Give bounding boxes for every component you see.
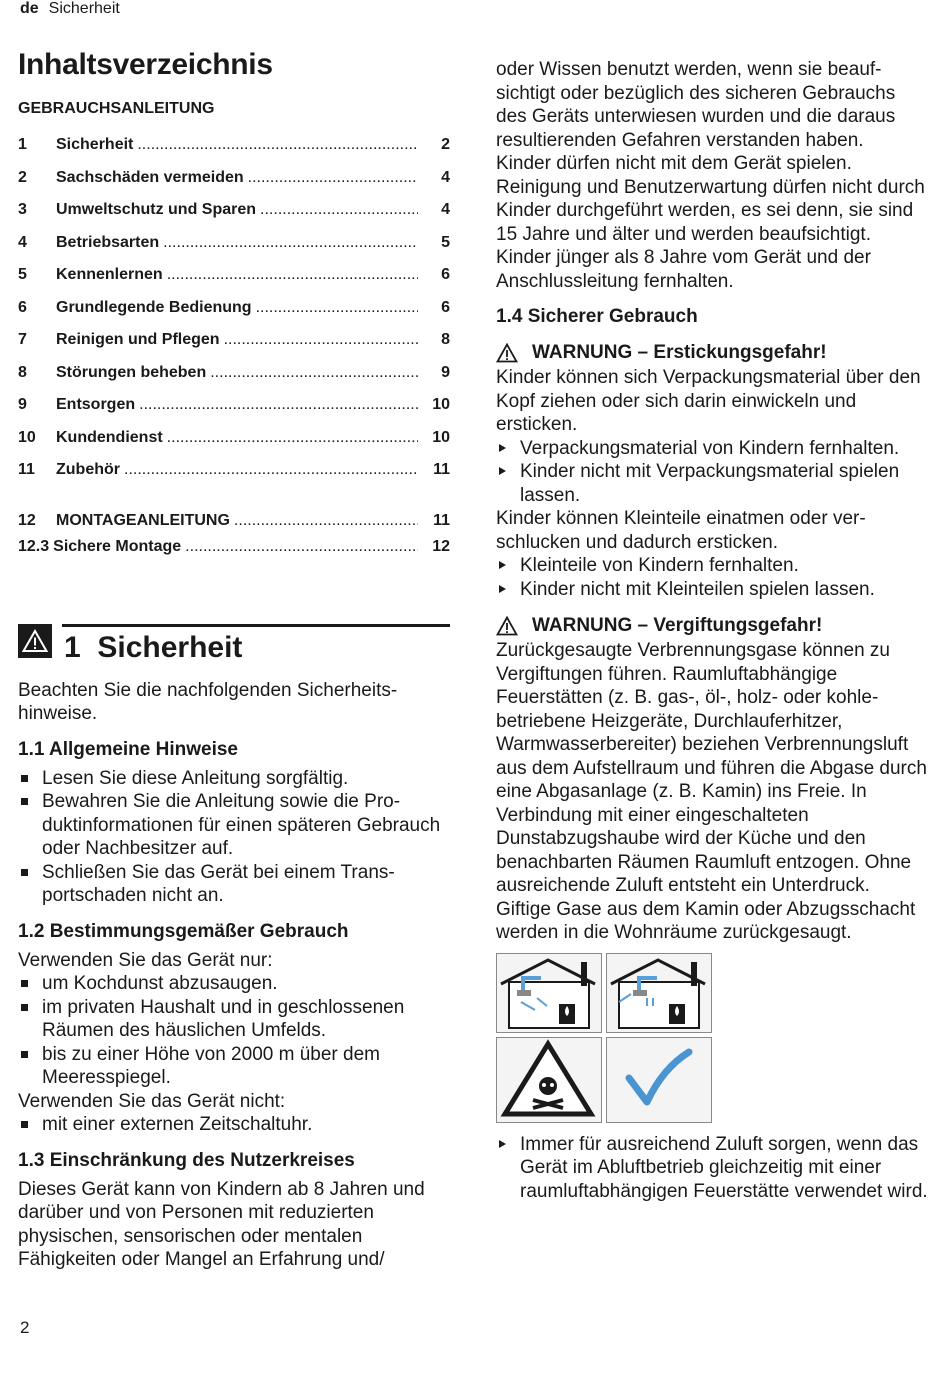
toc-list [18, 136, 450, 564]
toc-entry-number: 1 [18, 136, 27, 153]
toc-leader-dots [185, 538, 418, 556]
toc-leader-dots [260, 201, 418, 219]
toc-entry-page: 9 [441, 363, 450, 381]
language-code: de [20, 0, 39, 17]
toc-entry-page: 12 [432, 537, 450, 555]
warning-paragraph: Kinder können Kleinteile einatmen oder verschlucken und dadurch ersticken. [496, 508, 866, 553]
list-item: Verpackungsmaterial von Kindern fernhalten. [496, 437, 928, 461]
toc-entry-page: 10 [432, 428, 450, 446]
list-item: um Kochdunst abzusaugen. [18, 972, 450, 996]
toc-entry-number: 10 [18, 428, 36, 446]
toc-entry-title: Störungen beheben [56, 363, 207, 381]
list-item: bis zu einer Höhe von 2000 m über dem Meeresspiegel. [18, 1043, 450, 1090]
toc-entry[interactable] [18, 331, 450, 364]
warning-action-list [496, 437, 928, 508]
section-1-3-paragraph-1: Dieses Gerät kann von Kindern ab 8 Jahren und darüber und von Personen mit reduzierten physischen, sensorischen oder mentalen Fähigkeiten oder Mangel an Erfahrung und/ [18, 1178, 425, 1270]
list-item: im privaten Haushalt und in geschlossenen Räumen des häuslichen Umfelds. [18, 996, 450, 1043]
toc-leader-dots [137, 136, 418, 154]
section-1-1-title: 1.1 Allgemeine Hinweise [18, 738, 238, 760]
toc-leader-dots [167, 429, 418, 447]
list-item: Schließen Sie das Gerät bei einem Transportschaden nicht an. [18, 861, 450, 908]
toc-entry-title: Kundendienst [56, 428, 163, 446]
chapter-heading [62, 624, 450, 665]
list-item: Kleinteile von Kindern fernhalten. [496, 554, 928, 578]
toc-leader-dots [248, 169, 418, 187]
list-item: Lesen Sie diese Anleitung sorgfältig. [18, 767, 450, 791]
chapter-title-text: Sicherheit [97, 630, 243, 664]
right-column [496, 58, 928, 1203]
warning-action-list [496, 1133, 928, 1204]
section-1-4-title: 1.4 Sicherer Gebrauch [496, 306, 698, 327]
toc-entry-number: 3 [18, 201, 27, 218]
warning-action-list [496, 554, 928, 601]
toc-leader-dots [163, 234, 418, 252]
chapter-intro: Beachten Sie die nachfolgenden Sicherheitshinweise. [18, 679, 398, 724]
toc-leader-dots [234, 512, 418, 530]
toc-entry[interactable] [18, 461, 450, 494]
section-1-3-title: 1.3 Einschränkung des Nutzerkreises [18, 1149, 355, 1171]
warning-title: WARNUNG – Vergiftungsgefahr! [532, 615, 823, 636]
section-1-2-title: 1.2 Bestimmungsgemäßer Gebrauch [18, 920, 349, 942]
toc-entry[interactable] [18, 364, 450, 397]
toc-section-label: GEBRAUCHSANLEITUNG [18, 100, 215, 117]
toc-entry-title: Sichere Montage [53, 537, 182, 555]
house-exhaust-without-air-supply-illustration [496, 953, 602, 1033]
warning-triangle-icon [496, 616, 518, 636]
toc-entry-page: 11 [433, 511, 450, 529]
toc-entry-title: Kennenlernen [56, 266, 163, 283]
toc-leader-dots [256, 299, 418, 317]
section-1-2-lead-2: Verwenden Sie das Gerät nicht: [18, 1090, 286, 1112]
toc-leader-dots [224, 331, 418, 349]
toc-entry-page: 8 [441, 331, 450, 348]
toc-entry-number: 5 [18, 266, 27, 283]
toc-entry[interactable] [18, 429, 450, 462]
toc-entry-number: 7 [18, 331, 27, 348]
warning-paragraph: Zurückgesaugte Verbrennungsgase können zu Vergiftungen führen. Raumluftabhängige Feuerstätten (z. B. gas-, öl-, holz- oder kohlebetriebene Heizgeräte, Durchlauferhitzer, Warmwasserbereiter) beziehen Verbrennungsluft aus dem Aufstellraum und führen die Abgase durch eine Abgasanlage (z. B. Kamin) ins Freie. In Verbindung mit einer eingeschalteten Dunstabzugshaube wird der Küche und den benachbarten Räumen Raumluft entzogen. Ohne ausreichende Zuluft entsteht ein Unterdruck. Giftige Gase aus dem Kamin oder Abzugsschacht werden in die Wohnräume zurückgesaugt. [496, 640, 927, 943]
toc-entry-page: 5 [441, 233, 450, 251]
header-section: Sicherheit [48, 0, 120, 17]
toc-entry-number: 12 [18, 511, 36, 529]
toc-title: Inhaltsverzeichnis [18, 48, 273, 81]
toc-entry-title: Sicherheit [56, 136, 134, 153]
toc-entry[interactable] [18, 266, 450, 299]
toc-entry-title: Betriebsarten [56, 233, 160, 251]
list-item: Bewahren Sie die Anleitung sowie die Produktinformationen für einen späteren Gebrauch oder Nachbesitzer auf. [18, 790, 450, 861]
warning-triangle-icon [496, 343, 518, 363]
warning-heading-suffocation [496, 342, 928, 364]
toc-entry-number: 4 [18, 233, 27, 251]
warning-title: WARNUNG – Erstickungsgefahr! [532, 342, 827, 363]
toc-entry-title: Grundlegende Bedienung [56, 298, 252, 316]
toc-entry-page: 6 [441, 298, 450, 316]
warning-icon [18, 624, 52, 658]
toc-entry[interactable] [18, 136, 450, 169]
toc-leader-dots [210, 364, 418, 382]
toc-leader-dots [139, 396, 418, 414]
list-item: Kinder nicht mit Verpackungsmaterial spielen lassen. [496, 460, 928, 507]
toc-entry[interactable] [18, 234, 450, 267]
chapter-number: 1 [64, 630, 81, 664]
checkmark-icon [606, 1037, 712, 1123]
warning-paragraph: Kinder können sich Verpackungsmaterial über den Kopf ziehen oder sich darin einwickeln und ersticken. [496, 367, 921, 435]
toc-entry-number: 11 [18, 461, 35, 478]
toc-entry-title: Umweltschutz und Sparen [56, 201, 257, 218]
toc-entry-page: 10 [432, 396, 450, 413]
toc-entry-page: 4 [441, 168, 450, 186]
section-1-2-lead-1: Verwenden Sie das Gerät nur: [18, 949, 273, 971]
ventilation-illustrations [496, 953, 928, 1123]
section-1-2-list-2 [18, 1113, 450, 1137]
toc-entry[interactable] [18, 538, 450, 564]
toc-leader-dots [124, 461, 418, 479]
toc-entry-number: 6 [18, 298, 27, 316]
poison-warning-icon [496, 1037, 602, 1123]
section-1-1-list [18, 767, 450, 908]
section-1-2-list-1 [18, 972, 450, 1090]
house-exhaust-with-air-supply-illustration [606, 953, 712, 1033]
toc-entry-page: 2 [441, 136, 450, 153]
left-column [18, 48, 450, 1272]
toc-entry-title: Entsorgen [56, 396, 136, 413]
list-item: Kinder nicht mit Kleinteilen spielen lassen. [496, 578, 928, 602]
list-item: mit einer externen Zeitschaltuhr. [18, 1113, 450, 1137]
section-1-3-paragraph-4: Kinder jünger als 8 Jahre vom Gerät und der Anschlussleitung fernhalten. [496, 247, 871, 292]
toc-entry-title: Zubehör [56, 461, 120, 478]
page-number: 2 [20, 1318, 30, 1337]
toc-entry-number: 9 [18, 396, 27, 413]
toc-entry[interactable] [18, 201, 450, 234]
toc-entry-title: Sachschäden vermeiden [56, 168, 244, 186]
toc-entry-number: 8 [18, 363, 27, 381]
list-item: Immer für ausreichend Zuluft sorgen, wenn das Gerät im Abluftbetrieb gleichzeitig mit einer raumluftabhängigen Feuerstätte verwendet wird. [496, 1133, 928, 1204]
toc-entry[interactable] [18, 169, 450, 202]
section-1-3-paragraph-2: Kinder dürfen nicht mit dem Gerät spielen. [496, 153, 852, 174]
page-header [20, 0, 120, 18]
toc-leader-dots [167, 266, 418, 284]
toc-entry-number: 2 [18, 168, 27, 186]
toc-entry-page: 4 [441, 201, 450, 218]
toc-entry-page: 11 [433, 461, 450, 478]
toc-entry-title: Reinigen und Pflegen [56, 331, 220, 348]
toc-entry-title: MONTAGEANLEITUNG [56, 511, 230, 529]
toc-entry-page: 6 [441, 266, 450, 283]
toc-entry[interactable] [18, 512, 450, 538]
chapter-title [64, 617, 242, 665]
section-1-3-paragraph-1-continued: oder Wissen benutzt werden, wenn sie beaufsichtigt oder bezüglich des sicheren Gebrauchs des Geräts unterwiesen wurden und die daraus resultierenden Gefahren verstanden haben. [496, 59, 896, 151]
section-1-3-paragraph-3: Reinigung und Benutzerwartung dürfen nicht durch Kinder durchgeführt werden, es sei denn, sie sind 15 Jahre und älter und werden beaufsichtigt. [496, 176, 925, 245]
warning-heading-poisoning [496, 615, 928, 637]
toc-entry[interactable] [18, 396, 450, 429]
toc-entry[interactable] [18, 299, 450, 332]
toc-entry-number: 12.3 [18, 537, 50, 555]
